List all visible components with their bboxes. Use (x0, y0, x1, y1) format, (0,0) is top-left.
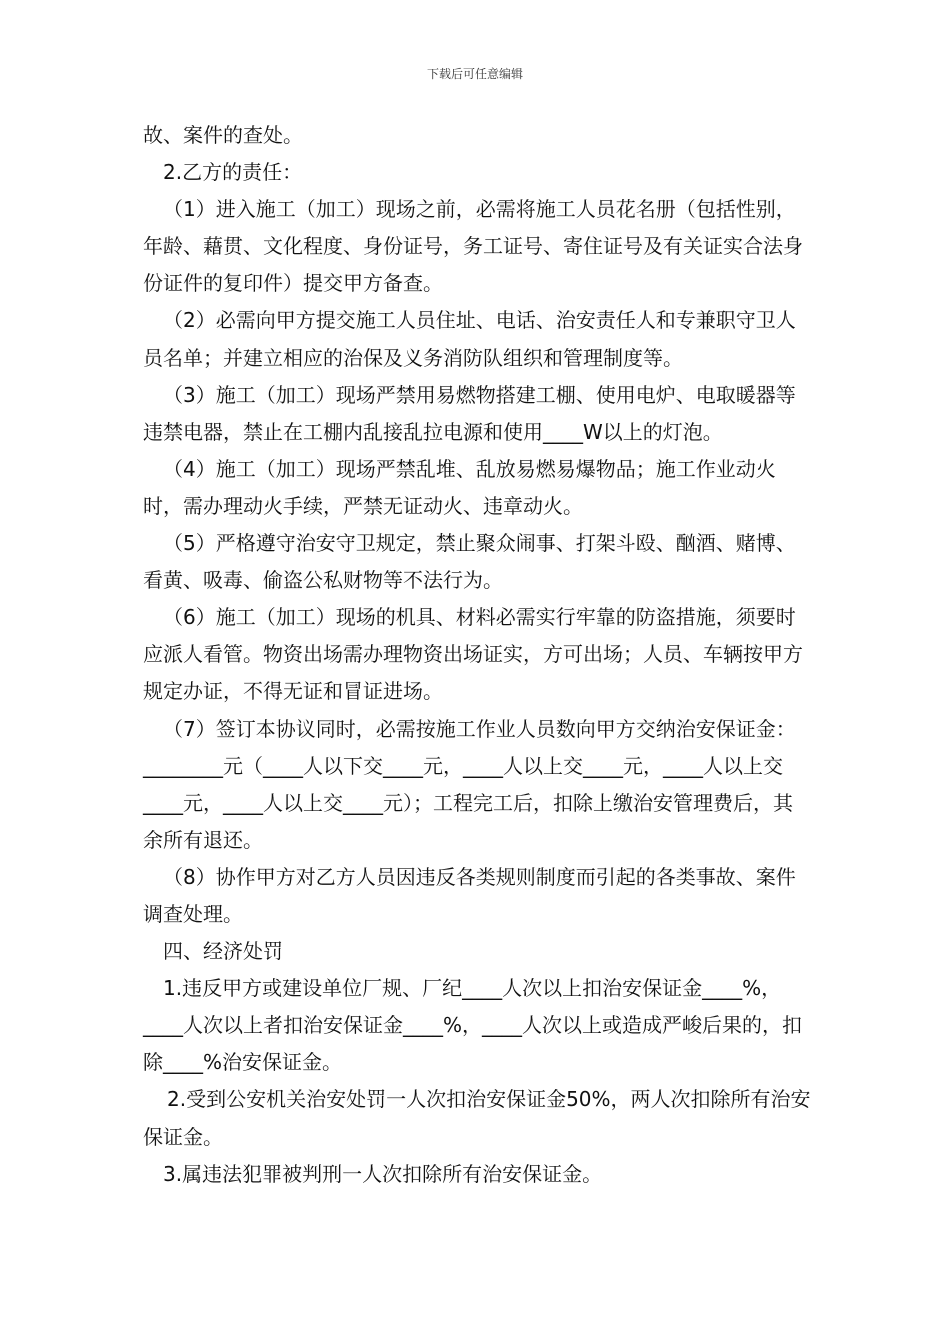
paragraph-item-3: （3）施工（加工）现场严禁用易燃物搭建工棚、使用电炉、电取暖器等违禁电器，禁止在工棚内乱接乱拉电源和使用____W以上的灯泡。 (143, 382, 796, 444)
heading-economic-penalties: 四、经济处罚 (163, 939, 283, 964)
paragraph-item-4: （4）施工（加工）现场严禁乱堆、乱放易燃易爆物品；施工作业动火时，需办理动火手续，严禁无证动火、违章动火。 (143, 456, 776, 518)
paragraph-item-8: （8）协作甲方对乙方人员因违反各类规则制度而引起的各类事故、案件调查处理。 (143, 864, 796, 926)
paragraph-penalty-2: 2.受到公安机关治安处罚一人次扣治安保证金50%，两人次扣除所有治安保证金。 (143, 1087, 811, 1149)
paragraph-penalty-3: 3.属违法犯罪被判刑一人次扣除所有治安保证金。 (163, 1161, 603, 1186)
document-body (143, 117, 811, 1193)
paragraph-item-7: （7）签订本协议同时，必需按施工作业人员数向甲方交纳治安保证金：________元（____人以下交____元，____人以上交____元，____人以上交____元，____人以上交____元）；工程完工后，扣除上缴治安管理费后，其余所有退还。 (143, 716, 796, 852)
paragraph-item-2: （2）必需向甲方提交施工人员住址、电话、治安责任人和专兼职守卫人员名单；并建立相应的治保及义务消防队组织和管理制度等。 (143, 308, 796, 370)
page-header: 下载后可任意编辑 (426, 67, 523, 81)
paragraph-item-6: （6）施工（加工）现场的机具、材料必需实行牢靠的防盗措施，须要时应派人看管。物资出场需办理物资出场证实，方可出场；人员、车辆按甲方规定办证，不得无证和冒证进场。 (143, 605, 803, 704)
paragraph-penalty-1: 1.违反甲方或建设单位厂规、厂纪____人次以上扣治安保证金____%，____人次以上者扣治安保证金____%，____人次以上或造成严峻后果的，扣除____%治安保证金。 (143, 976, 803, 1075)
heading-party-b-responsibilities: 2.乙方的责任： (163, 160, 303, 185)
paragraph-item-5: （5）严格遵守治安守卫规定，禁止聚众闹事、打架斗殴、酗酒、赌博、看黄、吸毒、偷盗公私财物等不法行为。 (143, 531, 796, 593)
paragraph-item-1: （1）进入施工（加工）现场之前，必需将施工人员花名册（包括性别，年龄、藉贯、文化程度、身份证号，务工证号、寄住证号及有关证实合法身份证件的复印件）提交甲方备查。 (143, 197, 803, 296)
paragraph-case-handling-continued: 故、案件的查处。 (143, 123, 303, 147)
